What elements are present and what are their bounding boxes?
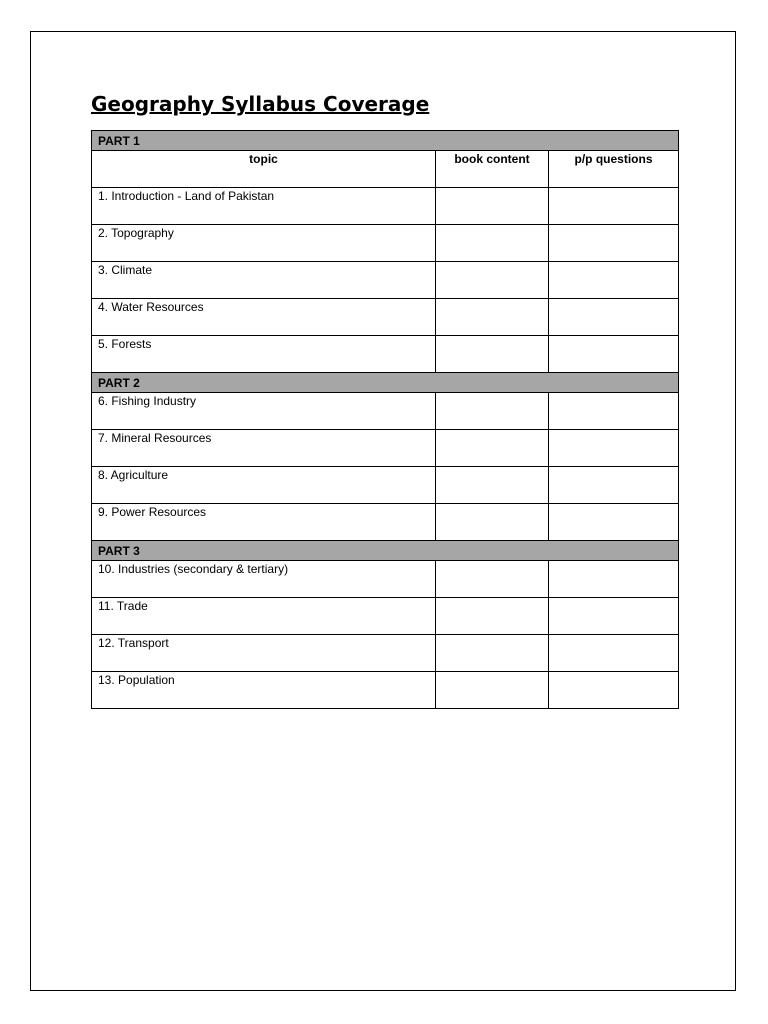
table-row — [92, 393, 679, 430]
part-label: PART 2 — [92, 373, 679, 393]
topic-cell: 13. Population — [92, 672, 436, 709]
book-content-cell[interactable] — [436, 225, 549, 262]
topic-cell: 9. Power Resources — [92, 504, 436, 541]
table-row — [92, 467, 679, 504]
pp-questions-cell[interactable] — [549, 467, 679, 504]
table-row — [92, 598, 679, 635]
topic-cell: 11. Trade — [92, 598, 436, 635]
table-row — [92, 430, 679, 467]
pp-questions-cell[interactable] — [549, 430, 679, 467]
pp-questions-cell[interactable] — [549, 393, 679, 430]
pp-questions-cell[interactable] — [549, 299, 679, 336]
table-row — [92, 561, 679, 598]
document-page — [30, 31, 736, 991]
book-content-cell[interactable] — [436, 336, 549, 373]
topic-cell: 8. Agriculture — [92, 467, 436, 504]
book-content-cell[interactable] — [436, 262, 549, 299]
topic-cell: 4. Water Resources — [92, 299, 436, 336]
book-content-cell[interactable] — [436, 561, 549, 598]
pp-questions-cell[interactable] — [549, 336, 679, 373]
topic-cell: 7. Mineral Resources — [92, 430, 436, 467]
pp-questions-cell[interactable] — [549, 188, 679, 225]
book-content-cell[interactable] — [436, 188, 549, 225]
pp-questions-cell[interactable] — [549, 672, 679, 709]
topic-cell: 5. Forests — [92, 336, 436, 373]
pp-questions-cell[interactable] — [549, 635, 679, 672]
table-row — [92, 635, 679, 672]
column-header-pp-questions: p/p questions — [549, 151, 679, 188]
column-header-topic: topic — [92, 151, 436, 188]
part-header-row — [92, 131, 679, 151]
part-header-row — [92, 373, 679, 393]
page-title: Geography Syllabus Coverage — [91, 92, 430, 116]
topic-cell: 6. Fishing Industry — [92, 393, 436, 430]
syllabus-table — [91, 130, 679, 709]
part-header-row — [92, 541, 679, 561]
table-row — [92, 225, 679, 262]
topic-cell: 10. Industries (secondary & tertiary) — [92, 561, 436, 598]
pp-questions-cell[interactable] — [549, 561, 679, 598]
table-row — [92, 299, 679, 336]
book-content-cell[interactable] — [436, 672, 549, 709]
topic-cell: 1. Introduction - Land of Pakistan — [92, 188, 436, 225]
topic-cell: 12. Transport — [92, 635, 436, 672]
book-content-cell[interactable] — [436, 430, 549, 467]
table-row — [92, 504, 679, 541]
table-row — [92, 262, 679, 299]
book-content-cell[interactable] — [436, 598, 549, 635]
book-content-cell[interactable] — [436, 504, 549, 541]
column-header-row — [92, 151, 679, 188]
book-content-cell[interactable] — [436, 299, 549, 336]
pp-questions-cell[interactable] — [549, 225, 679, 262]
table-row — [92, 188, 679, 225]
topic-cell: 3. Climate — [92, 262, 436, 299]
part-label: PART 1 — [92, 131, 679, 151]
book-content-cell[interactable] — [436, 467, 549, 504]
table-row — [92, 336, 679, 373]
table-row — [92, 672, 679, 709]
book-content-cell[interactable] — [436, 635, 549, 672]
topic-cell: 2. Topography — [92, 225, 436, 262]
column-header-book-content: book content — [436, 151, 549, 188]
pp-questions-cell[interactable] — [549, 504, 679, 541]
pp-questions-cell[interactable] — [549, 598, 679, 635]
part-label: PART 3 — [92, 541, 679, 561]
book-content-cell[interactable] — [436, 393, 549, 430]
pp-questions-cell[interactable] — [549, 262, 679, 299]
